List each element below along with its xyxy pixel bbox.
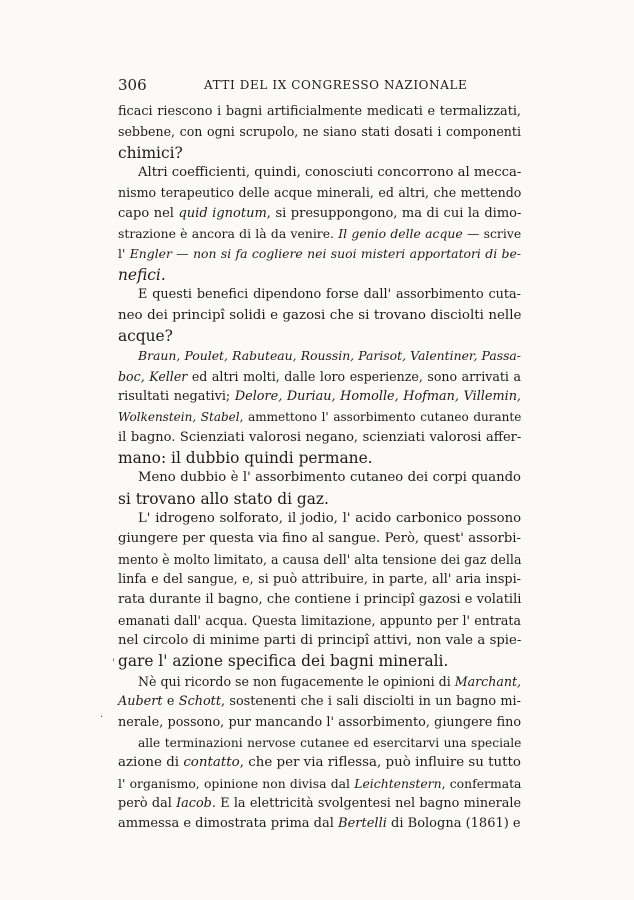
text-run: acque? bbox=[118, 326, 173, 345]
text-run: emanati dall' acqua. Questa limitazione, appunto per l' entrata bbox=[118, 612, 521, 628]
text-line bbox=[118, 529, 521, 549]
text-line bbox=[118, 753, 521, 773]
text-line bbox=[118, 611, 521, 631]
text-line bbox=[118, 224, 521, 244]
text-run: l' organismo, opinione non divisa dal bbox=[118, 775, 355, 791]
italic-text: nefici. bbox=[118, 265, 166, 284]
text-run: , confermata bbox=[441, 775, 522, 791]
text-line bbox=[138, 163, 521, 183]
text-run: , ammettono l' assorbimento cutaneo durante bbox=[239, 410, 522, 425]
text-run: ed altri molti, dalle loro esperienze, sono arrivati a bbox=[187, 368, 521, 384]
text-run: e bbox=[162, 694, 179, 710]
italic-text: Iacob bbox=[176, 795, 212, 811]
text-run: risultati negativi; bbox=[118, 388, 235, 404]
italic-text: Delore, Duriau, Homolle, Hofman, Villemin, bbox=[234, 388, 522, 404]
italic-text: Braun, Poulet, Rabuteau, Roussin, Parisot, Valentiner, Passa- bbox=[138, 348, 521, 364]
text-line bbox=[118, 550, 521, 570]
text-run: l' bbox=[118, 246, 130, 262]
text-run: mento è molto limitato, a causa dell' alta tensione dei gaz della bbox=[118, 551, 522, 567]
text-run: però dal bbox=[118, 795, 177, 811]
italic-text: quid ignotum bbox=[178, 205, 267, 221]
text-run: di Bologna (1861) e bbox=[386, 816, 521, 832]
text-run: nerale, possono, pur mancando l' assorbimento, giungere fino bbox=[118, 714, 522, 730]
text-line bbox=[138, 285, 521, 305]
running-title: ATTI DEL IX CONGRESSO NAZIONALE bbox=[204, 78, 468, 92]
text-line bbox=[118, 265, 521, 285]
text-run: si trovano allo stato di gaz. bbox=[118, 489, 329, 508]
text-line bbox=[118, 774, 521, 794]
margin-mark: ' bbox=[112, 658, 115, 669]
text-run: E questi benefici dipendono forse dall' assorbimento cuta- bbox=[138, 287, 521, 303]
page-number: 306 bbox=[118, 76, 147, 94]
text-run: nismo terapeutico delle acque minerali, ed altri, che mettendo bbox=[118, 185, 522, 201]
italic-text: Marchant, bbox=[454, 673, 522, 689]
text-line bbox=[118, 244, 521, 264]
italic-text: contatto bbox=[183, 755, 240, 771]
italic-text: Engler — non si fa cogliere nei suoi misteri apportatori di be- bbox=[129, 246, 521, 262]
text-run: , si presuppongono, ma di cui la dimo- bbox=[266, 205, 522, 221]
text-line bbox=[118, 367, 521, 387]
italic-text: Schott bbox=[178, 694, 221, 710]
text-line bbox=[118, 713, 521, 733]
text-run: strazione è ancora di là da venire. bbox=[118, 226, 339, 242]
text-line bbox=[118, 794, 521, 814]
text-run: Meno dubbio è l' assorbimento cutaneo dei corpi quando bbox=[138, 470, 521, 486]
text-line bbox=[118, 448, 521, 468]
margin-mark: · bbox=[100, 712, 104, 723]
text-line bbox=[138, 733, 521, 753]
text-run: . E la elettricità svolgentesi nel bagno minerale bbox=[211, 795, 522, 811]
text-line bbox=[138, 672, 521, 692]
italic-text: Bertelli bbox=[338, 816, 387, 832]
text-run: , che per via riflessa, può influire su tutto bbox=[239, 755, 521, 771]
text-line bbox=[118, 387, 521, 407]
text-run: Nè qui ricordo se non fugacemente le opinioni di bbox=[138, 673, 455, 689]
text-run: gare l' azione specifica dei bagni minerali. bbox=[118, 652, 449, 671]
text-run: il bagno. Scienziati valorosi negano, scienziati valorosi affer- bbox=[118, 429, 522, 445]
italic-text: Aubert bbox=[118, 694, 163, 710]
text-line bbox=[118, 590, 521, 610]
text-line bbox=[118, 692, 521, 712]
text-run: — scrive bbox=[462, 226, 522, 242]
text-run: Altri coefficienti, quindi, conosciuti concorrono al mecca- bbox=[138, 165, 522, 181]
italic-text: Wolkenstein, Stabel bbox=[118, 410, 240, 425]
text-run: nel circolo di minime parti di principî attivi, non vale a spie- bbox=[118, 633, 522, 649]
text-line bbox=[138, 468, 521, 488]
text-line bbox=[118, 122, 521, 142]
text-line bbox=[138, 509, 521, 529]
text-line bbox=[118, 631, 521, 651]
italic-text: boc, Keller bbox=[118, 368, 188, 384]
text-run: rata durante il bagno, che contiene i principî gazosi e volatili bbox=[118, 592, 522, 608]
text-line bbox=[118, 570, 521, 590]
text-line bbox=[118, 143, 521, 163]
text-run: ammessa e dimostrata prima dal bbox=[118, 816, 339, 832]
text-line bbox=[118, 306, 521, 326]
text-line bbox=[118, 489, 521, 509]
text-run: mano: il dubbio quindi permane. bbox=[118, 448, 373, 467]
text-line bbox=[118, 428, 521, 448]
text-run: L' idrogeno solforato, il jodio, l' acido carbonico possono bbox=[138, 511, 522, 526]
text-line bbox=[118, 326, 521, 346]
text-run: , sostenenti che i sali disciolti in un bagno mi- bbox=[220, 694, 521, 710]
text-line bbox=[138, 346, 521, 366]
text-run: neo dei principî solidi e gazosi che si trovano disciolti nelle bbox=[118, 307, 522, 323]
text-line bbox=[118, 814, 521, 834]
text-run: capo nel bbox=[118, 205, 179, 221]
text-run: sebbene, con ogni scrupolo, ne siano stati dosati i componenti bbox=[118, 124, 521, 140]
text-line bbox=[118, 651, 521, 671]
text-line bbox=[118, 407, 521, 427]
italic-text: Il genio delle acque bbox=[338, 226, 463, 242]
text-line bbox=[118, 204, 521, 224]
text-run: chimici? bbox=[118, 143, 183, 162]
text-run: azione di bbox=[118, 755, 184, 771]
text-run: ficaci riescono i bagni artificialmente medicati e termalizzati, bbox=[118, 104, 521, 119]
text-line bbox=[118, 183, 521, 203]
page-header bbox=[118, 76, 518, 96]
italic-text: Leichtenstern bbox=[354, 775, 442, 791]
text-run: linfa e del sangue, e, si può attribuire, in parte, all' aria inspi- bbox=[118, 572, 521, 588]
text-run: giungere per questa via fino al sangue. Però, quest' assorbi- bbox=[118, 531, 521, 547]
text-run: alle terminazioni nervose cutanee ed esercitarvi una speciale bbox=[138, 735, 522, 750]
text-line bbox=[118, 102, 521, 122]
